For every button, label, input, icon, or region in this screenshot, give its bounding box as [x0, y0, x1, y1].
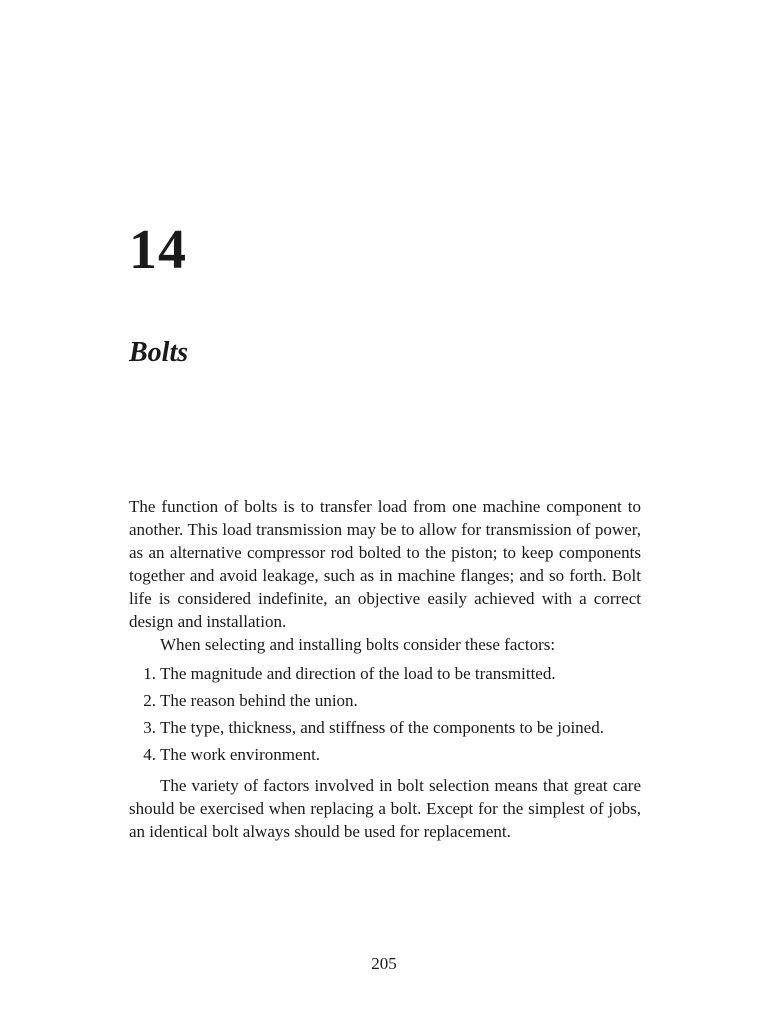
list-item: [129, 716, 641, 739]
list-item: [129, 689, 641, 712]
list-item-text: The type, thickness, and stiffness of the components to be joined.: [160, 718, 604, 737]
list-item-number: 2 .: [129, 689, 156, 712]
list-item-number: 3 .: [129, 716, 156, 739]
factors-lead-paragraph: When selecting and installing bolts consider these factors:: [160, 635, 556, 654]
list-item-text: The magnitude and direction of the load to be transmitted.: [160, 664, 556, 683]
intro-paragraph: The function of bolts is to transfer load from one machine component to another. This load transmission may be to allow for transmission of power, as an alternative compressor rod bolted to the piston; to keep components together and avoid leakage, such as in machine flanges; and so forth. Bolt life is considered indefinite, an objective easily achieved with a correct design and installation.: [129, 497, 641, 631]
closing-paragraph: The variety of factors involved in bolt selection means that great care should be exercised when replacing a bolt. Except for the simplest of jobs, an identical bolt always should be used for replacement.: [129, 776, 641, 841]
list-item-number: 1 .: [129, 662, 156, 685]
factors-list: [129, 662, 641, 766]
list-item-text: The reason behind the union.: [160, 691, 358, 710]
page-number: 205: [371, 954, 397, 973]
chapter-title: Bolts: [129, 337, 189, 368]
list-item-number: 4 .: [129, 743, 156, 766]
list-item-text: The work environment.: [160, 745, 321, 764]
chapter-body: [129, 495, 641, 843]
list-item: [129, 662, 641, 685]
list-item: [129, 743, 641, 766]
chapter-number: 14: [129, 219, 187, 281]
